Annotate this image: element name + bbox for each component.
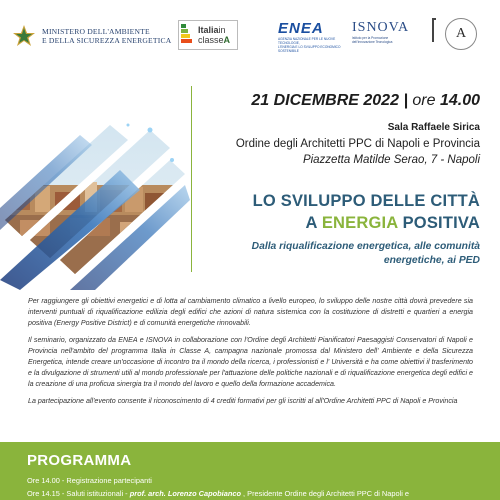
- description-paragraph-1: Per raggiungere gli obiettivi energetici e di lotta al cambiamento climatico a livello europeo, lo sviluppo delle nostre città dovrà prevedere sia interventi puntuali di riqualificazione edilizia degli edifici che azioni di natura sistemica con la costituzione di distretti e quartieri a energia positiva (Energy Positive District) e di comunità energetiche rinnovabili.: [28, 297, 473, 327]
- event-title-line-1: LO SVILUPPO DELLE CITTÀ: [252, 192, 480, 210]
- time-prefix: ore: [412, 92, 436, 109]
- city-energy-image: [0, 90, 190, 290]
- title-a: A: [305, 214, 322, 232]
- enea-subtitle-1: AGENZIA NAZIONALE PER LE NUOVE TECNOLOGIE,: [278, 37, 336, 45]
- vertical-divider: [191, 86, 192, 272]
- logo-bar: [0, 0, 500, 76]
- programma-row: Ore 14.00 - Registrazione partecipanti: [27, 476, 152, 485]
- italia-in-word: in: [218, 25, 226, 35]
- ordine-architetti-seal: A: [445, 18, 477, 50]
- enea-wordmark: ENEA: [278, 20, 324, 37]
- event-time: 14.00: [439, 92, 480, 109]
- programma-section: [0, 442, 500, 500]
- row-pre: Ore 14.15 - Saluti istituzionali -: [27, 489, 130, 498]
- italia-word: Italia: [198, 25, 219, 35]
- isnova-subtitle-1: Istituto per la Promozione: [352, 36, 389, 40]
- venue-organization: Ordine degli Architetti PPC di Napoli e Provincia: [235, 138, 480, 150]
- speaker-name: prof. arch. Lorenzo Capobianco: [129, 489, 241, 498]
- description-paragraph-2: Il seminario, organizzato da ENEA e ISNOVA in collaborazione con l'Ordine degli Architetti Pianificatori Paesaggisti Conservatori di Napoli e Provincia nell'ambito del programma Italia in Classe A, campagna nazionale promossa dal Ministero dell' Ambiente e della Sicurezza Energetica, intende creare un'occasione di incontro tra il mondo della ricerca, i professionisti e l' Università e ha come obiettivi il trasferimento e la divulgazione di strumenti utili al mondo professionale per l'attuazione delle politiche nazionali e di riqualificazione energetica degli edifici e la creazione di una proficua sinergia tra il mondo del lavoro e quello della formazione accademica.: [28, 336, 473, 388]
- event-date: 21 DICEMBRE 2022: [251, 92, 399, 109]
- event-date-time: [251, 92, 480, 110]
- title-positiva: POSITIVA: [397, 214, 480, 232]
- star-emblem-icon: [12, 24, 36, 48]
- event-description: [28, 296, 473, 413]
- date-separator: |: [403, 92, 408, 109]
- italia-classe-word: classe: [198, 35, 224, 45]
- italia-in-classe-a-logo: [178, 20, 238, 50]
- isnova-logo: [352, 20, 422, 50]
- enea-logo: [278, 20, 346, 53]
- ministero-logo: [12, 24, 182, 48]
- enea-subtitle-2: L'ENERGIA E LO SVILUPPO ECONOMICO SOSTENIBILE: [278, 45, 341, 53]
- event-title-line-2: [306, 214, 480, 233]
- isnova-wordmark: ISNOVA: [352, 20, 410, 35]
- venue-address: Piazzetta Matilde Serao, 7 - Napoli: [302, 154, 480, 166]
- programma-row: [27, 489, 409, 498]
- isnova-subtitle-2: dell'Innovazione Tecnologica: [352, 40, 393, 44]
- programma-title: PROGRAMMA: [27, 452, 132, 469]
- row-post: , Presidente Ordine degli Architetti PPC di Napoli e: [240, 489, 410, 498]
- ministero-line-1: MINISTERO DELL'AMBIENTE: [42, 27, 150, 36]
- bracket-divider: [432, 18, 436, 42]
- italia-a-letter: A: [223, 35, 231, 45]
- energy-class-bars-icon: [181, 24, 195, 46]
- title-energia: ENERGIA: [321, 214, 398, 232]
- event-subtitle: Dalla riqualificazione energetica, alle comunità energetiche, ai PED: [251, 241, 480, 266]
- ministero-line-2: E DELLA SICUREZZA ENERGETICA: [42, 36, 172, 45]
- venue-name: Sala Raffaele Sirica: [387, 122, 480, 133]
- description-paragraph-3: La partecipazione all'evento consente il riconoscimento di 4 crediti formativi per gli iscritti al all'Ordine Architetti PPC di Napoli e Provincia: [28, 397, 458, 405]
